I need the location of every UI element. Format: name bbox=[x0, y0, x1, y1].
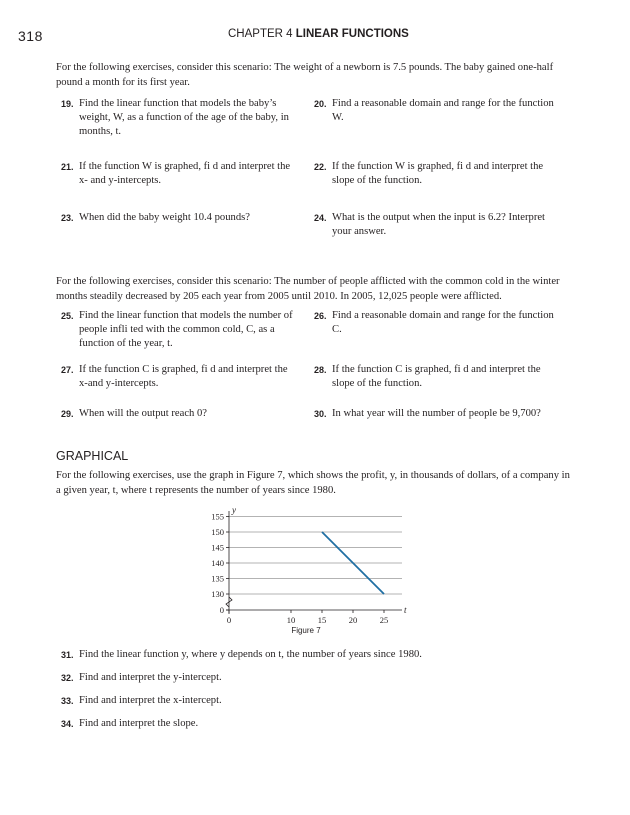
exercise-number: 32. bbox=[61, 673, 74, 683]
exercise-text: Find and interpret the y-intercept. bbox=[79, 672, 222, 683]
figure-7-chart bbox=[0, 505, 630, 645]
exercise-20 bbox=[314, 97, 554, 125]
exercise-number: 33. bbox=[61, 696, 74, 706]
exercise-34 bbox=[61, 717, 299, 731]
exercise-27 bbox=[61, 363, 299, 391]
exercise-number: 25. bbox=[61, 311, 74, 321]
y-tick-label: 155 bbox=[211, 511, 224, 522]
page-number: 318 bbox=[18, 28, 43, 44]
exercise-text: Find the linear function y, where y depends on t, the number of years since 1980. bbox=[79, 649, 422, 660]
exercise-text: In what year will the number of people be 9,700? bbox=[332, 408, 541, 419]
exercise-text: Find a reasonable domain and range for the function C. bbox=[332, 310, 554, 336]
x-tick-label: 20 bbox=[348, 615, 358, 625]
exercise-text: If the function W is graphed, fi d and interpret the slope of the function. bbox=[332, 161, 544, 187]
x-axis-label: t bbox=[404, 605, 407, 615]
scenario-2-text: For the following exercises, consider this scenario: The number of people afflicted with the common cold in the winter months steadily decreased by 205 each year from 2005 until 2010. In 2005, 12,025 people were afflicted. bbox=[56, 276, 560, 302]
y-axis-label: y bbox=[232, 505, 236, 515]
exercise-text: When did the baby weight 10.4 pounds? bbox=[79, 212, 250, 223]
figure-caption: Figure 7 bbox=[291, 626, 321, 635]
exercise-24 bbox=[314, 211, 554, 239]
exercise-text: Find and interpret the x-intercept. bbox=[79, 695, 222, 706]
exercise-number: 34. bbox=[61, 719, 74, 729]
exercise-text: Find and interpret the slope. bbox=[79, 718, 199, 729]
exercise-number: 19. bbox=[61, 99, 74, 109]
exercise-number: 29. bbox=[61, 409, 74, 419]
exercise-text: If the function C is graphed, fi d and interpret the slope of the function. bbox=[332, 364, 541, 390]
x-tick-label: 0 bbox=[226, 615, 232, 625]
graphical-intro-text: For the following exercises, use the graph in Figure 7, which shows the profit, y, in thousands of dollars, of a company in a given year, t, where t represents the number of years since 1980. bbox=[56, 470, 570, 496]
exercise-number: 31. bbox=[61, 650, 74, 660]
section-title: GRAPHICAL bbox=[56, 449, 129, 463]
exercise-number: 26. bbox=[314, 311, 327, 321]
x-tick-label: 15 bbox=[317, 615, 327, 625]
exercise-text: Find a reasonable domain and range for the function W. bbox=[332, 98, 554, 124]
exercise-28 bbox=[314, 363, 554, 391]
exercise-number: 30. bbox=[314, 409, 327, 419]
exercise-number: 28. bbox=[314, 365, 327, 375]
chapter-label: CHAPTER 4 bbox=[228, 28, 293, 40]
exercise-number: 22. bbox=[314, 162, 327, 172]
exercise-25 bbox=[61, 309, 299, 352]
exercise-number: 24. bbox=[314, 213, 327, 223]
exercise-text: What is the output when the input is 6.2? Interpret your answer. bbox=[332, 212, 546, 238]
exercise-33 bbox=[61, 694, 299, 708]
chapter-title: LINEAR FUNCTIONS bbox=[295, 28, 409, 40]
exercise-29 bbox=[61, 407, 299, 421]
exercise-31 bbox=[61, 648, 422, 662]
exercise-text: If the function C is graphed, fi d and interpret the x-and y-intercepts. bbox=[79, 364, 288, 390]
exercise-number: 20. bbox=[314, 99, 327, 109]
exercise-number: 27. bbox=[61, 365, 74, 375]
exercise-23 bbox=[61, 211, 299, 225]
exercise-text: Find the linear function that models the baby’s weight, W, as a function of the age of the baby, in months, t. bbox=[79, 98, 289, 138]
exercise-number: 21. bbox=[61, 162, 74, 172]
y-tick-label: 145 bbox=[211, 542, 224, 553]
exercise-text: If the function W is graphed, fi d and interpret the x- and y-intercepts. bbox=[79, 161, 291, 187]
y-tick-label: 140 bbox=[211, 558, 224, 568]
exercise-26 bbox=[314, 309, 554, 337]
exercise-30 bbox=[314, 407, 554, 421]
chapter-heading bbox=[228, 28, 409, 40]
scenario-1-text: For the following exercises, consider this scenario: The weight of a newborn is 7.5 pounds. The baby gained one-half pound a month for its first year. bbox=[56, 62, 554, 88]
x-tick-label: 10 bbox=[286, 615, 296, 625]
y-tick-label: 130 bbox=[211, 589, 224, 599]
exercise-21 bbox=[61, 160, 299, 188]
exercise-number: 23. bbox=[61, 213, 74, 223]
y-tick-label: 135 bbox=[211, 573, 224, 584]
exercise-text: Find the linear function that models the number of people infli ted with the common cold, C, as a function of the year, t. bbox=[79, 310, 293, 350]
y-tick-label: 0 bbox=[219, 605, 224, 615]
exercise-22 bbox=[314, 160, 554, 188]
y-tick-label: 150 bbox=[211, 527, 224, 537]
exercise-19 bbox=[61, 97, 299, 140]
exercise-text: When will the output reach 0? bbox=[79, 408, 207, 419]
exercise-32 bbox=[61, 671, 299, 685]
x-tick-label: 25 bbox=[379, 615, 389, 625]
